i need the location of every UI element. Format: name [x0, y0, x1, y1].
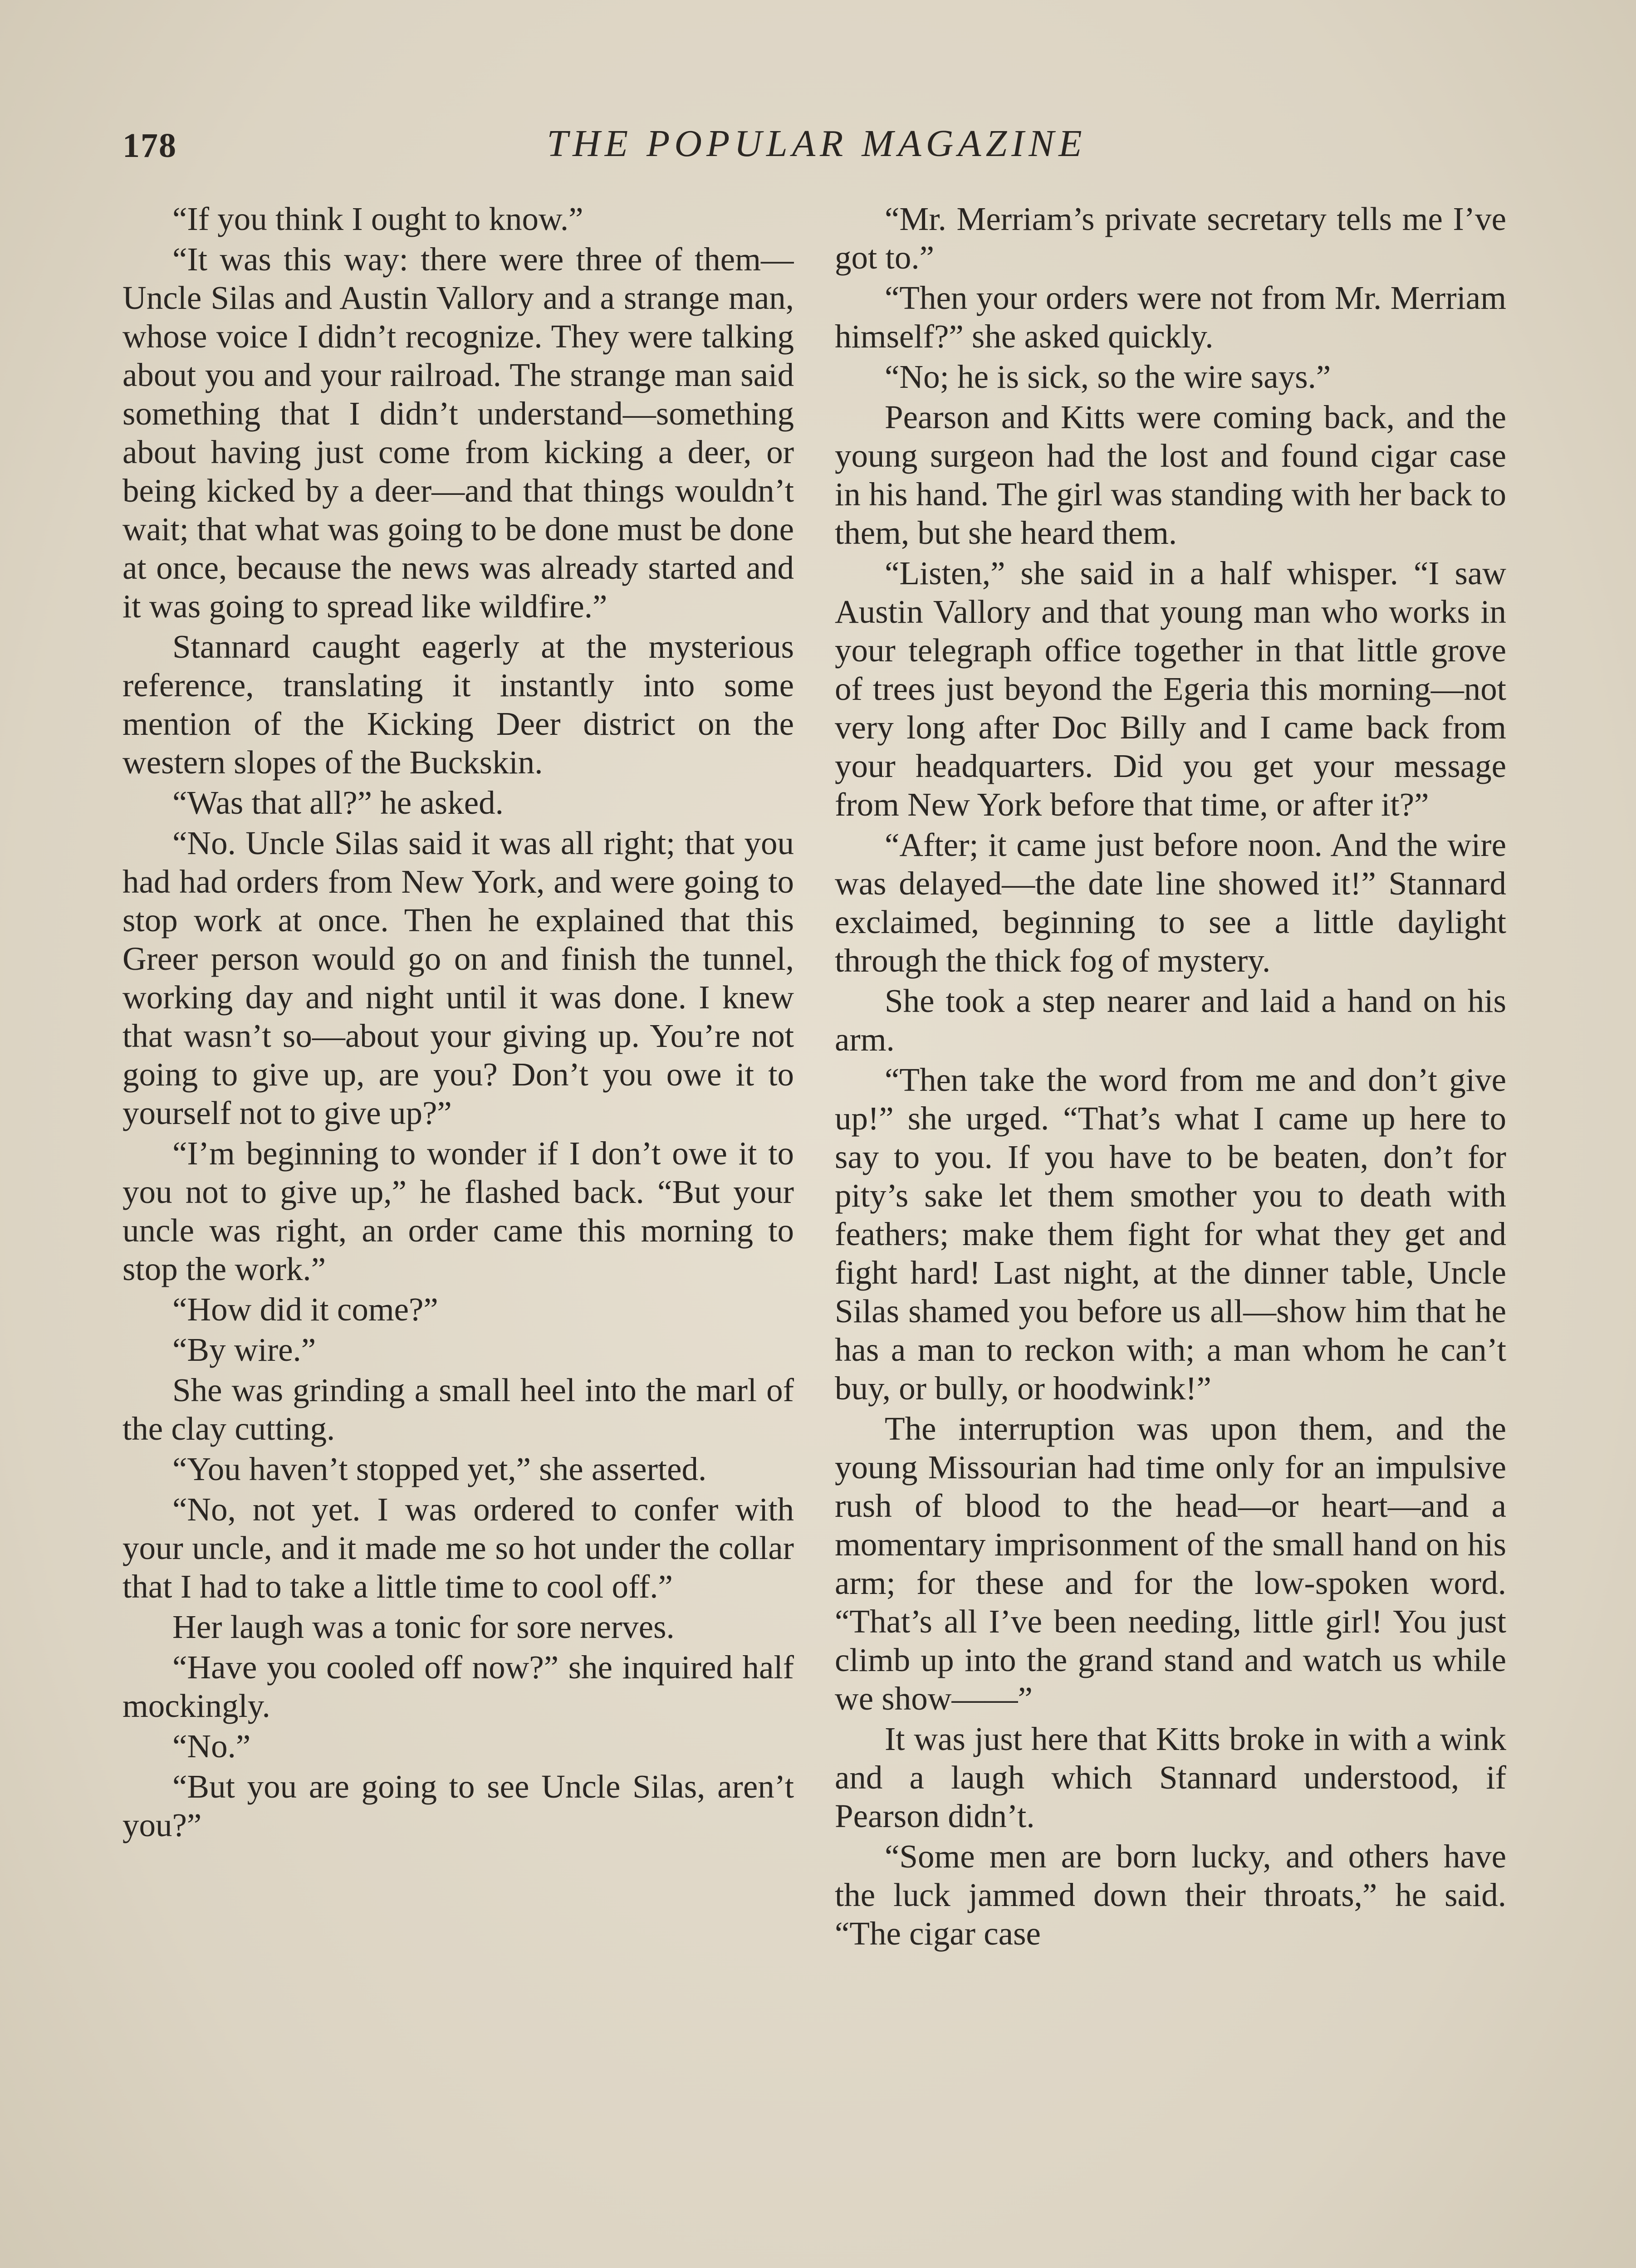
paragraph: The interruption was upon them, and the young Missourian had time only for an impulsive rush of blood to the head—or heart—and a momentary imprisonment of the small hand on his arm; for these and for the low-spoken word. “That’s all I’ve been needing, little girl! You just climb up into the grand stand and watch us while we show——” [835, 1410, 1506, 1717]
paragraph: Pearson and Kitts were coming back, and the young surgeon had the lost and found cigar case in his hand. The girl was standing with her back to them, but she heard them. [835, 399, 1506, 551]
page-number: 178 [122, 127, 177, 165]
paragraph: “Then your orders were not from Mr. Merriam himself?” she asked quickly. [835, 279, 1506, 355]
paragraph: “It was this way: there were three of them—Uncle Silas and Austin Vallory and a strange man, whose voice I didn’t recognize. They were talking about you and your railroad. The strange man said something that I didn’t understand—something about having just come from kicking a deer, or being kicked by a deer—and that things wouldn’t wait; that what was going to be done must be done at once, because the news was already started and it was going to spread like wildfire.” [122, 241, 794, 625]
paragraph: “No.” [172, 1728, 251, 1765]
paragraph: “Listen,” she said in a half whisper. “I saw Austin Vallory and that young man who works in your telegraph office together in that little grove of trees just beyond the Egeria this morning—not very long after Doc Billy and I came back from your headquarters. Did you get your message from New York before that time, or after it?” [835, 555, 1506, 823]
paragraph: “If you think I ought to know.” [172, 200, 583, 237]
right-column [835, 200, 1506, 2268]
paragraph: “Have you cooled off now?” she inquired half mockingly. [122, 1649, 794, 1724]
paragraph: “Some men are born lucky, and others have the luck jammed down their throats,” he said. “The cigar case [835, 1838, 1506, 1952]
paragraph: “Was that all?” he asked. [172, 784, 504, 821]
paragraph: She was grinding a small heel into the marl of the clay cutting. [122, 1372, 794, 1447]
paragraph: “After; it came just before noon. And the wire was delayed—the date line showed it!” Stannard exclaimed, beginning to see a little daylight through the thick fog of mystery. [835, 826, 1506, 979]
paragraph: “But you are going to see Uncle Silas, aren’t you?” [122, 1768, 794, 1843]
paragraph: “No. Uncle Silas said it was all right; that you had had orders from New York, and were going to stop work at once. Then he explained that this Greer person would go on and finish the tunnel, working day and night until it was done. I knew that wasn’t so—about your giving up. You’re not going to give up, are you? Don’t you owe it to yourself not to give up?” [122, 825, 794, 1131]
paragraph: Stannard caught eagerly at the mysterious reference, translating it instantly into some mention of the Kicking Deer district on the western slopes of the Buckskin. [122, 628, 794, 781]
paragraph: Her laugh was a tonic for sore nerves. [172, 1608, 675, 1645]
paragraph: “How did it come?” [172, 1291, 438, 1328]
paragraph: “I’m beginning to wonder if I don’t owe it to you not to give up,” he flashed back. “But your uncle was right, an order came this morning to stop the work.” [122, 1135, 794, 1287]
paragraph: “You haven’t stopped yet,” she asserted. [172, 1451, 707, 1487]
paragraph: “No, not yet. I was ordered to confer with your uncle, and it made me so hot under the collar that I had to take a little time to cool off.” [122, 1491, 794, 1605]
paragraph: “No; he is sick, so the wire says.” [885, 358, 1331, 395]
page-header [122, 118, 1511, 172]
left-column [122, 200, 794, 2268]
paragraph: “Mr. Merriam’s private secretary tells me I’ve got to.” [835, 200, 1506, 276]
paragraph: “Then take the word from me and don’t give up!” she urged. “That’s what I came up here to say to you. If you have to be beaten, don’t for pity’s sake let them smother you to death with feathers; make them fight for what they get and fight hard! Last night, at the dinner table, Uncle Silas shamed you before us all—show him that he has a man to reckon with; a man whom he can’t buy, or bully, or hoodwink!” [835, 1061, 1506, 1407]
paragraph: It was just here that Kitts broke in with a wink and a laugh which Stannard understood, if Pearson didn’t. [835, 1721, 1506, 1834]
magazine-title: THE POPULAR MAGAZINE [547, 122, 1087, 165]
paragraph: “By wire.” [172, 1331, 316, 1368]
paragraph: She took a step nearer and laid a hand on his arm. [835, 982, 1506, 1058]
